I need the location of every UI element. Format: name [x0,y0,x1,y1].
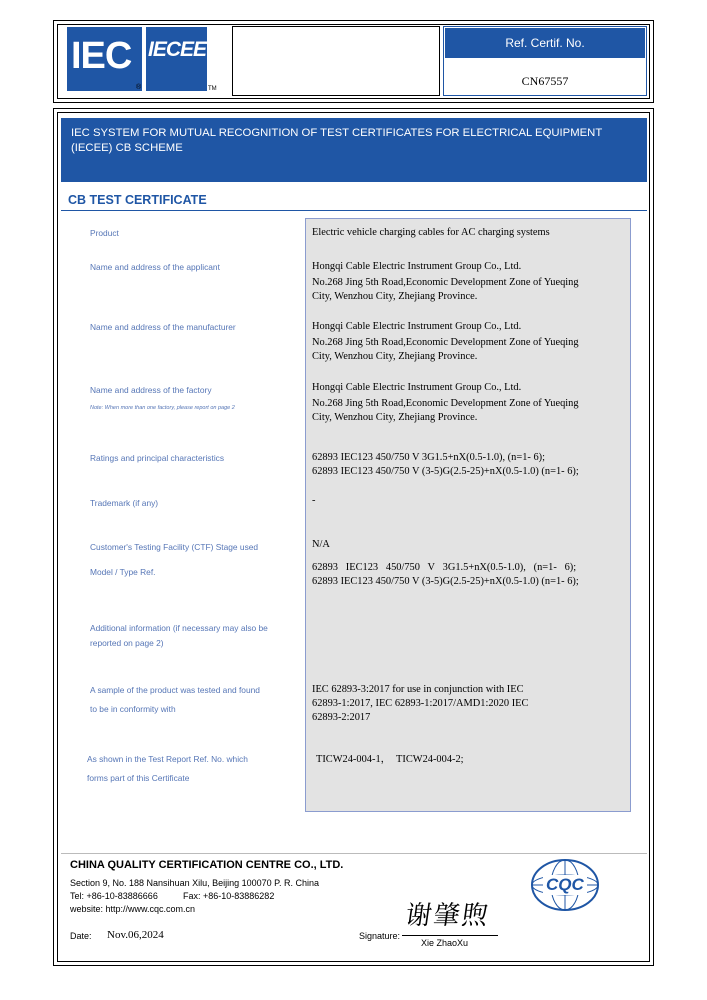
trademark-mark: TM [208,86,217,92]
registered-mark: ® [136,84,142,91]
header-blank-box [232,26,440,96]
date-label: Date: [70,931,92,941]
test-report-refs: TICW24-004-1， TICW24-004-2; [316,754,464,765]
banner-line-1: IEC SYSTEM FOR MUTUAL RECOGNITION OF TEST CERTIFICATES FOR ELECTRICAL EQUIPMENT [71,127,603,139]
manufacturer-name: Hongqi Cable Electric Instrument Group Co., Ltd. [312,321,522,332]
manufacturer-address-line-1: No.268 Jing 5th Road,Economic Development Zone of Yueqing [312,337,579,348]
applicant-address-line-2: City, Wenzhou City, Zhejiang Province. [312,291,478,302]
title-divider [61,210,647,211]
standard-line-2: 62893-1:2017, IEC 62893-1:2017/AMD1:2020 IEC [312,698,529,709]
applicant-name: Hongqi Cable Electric Instrument Group Co., Ltd. [312,261,522,272]
factory-note: Note: When more than one factory, please report on page 2 [90,405,235,411]
applicant-label: Name and address of the applicant [90,262,220,272]
ref-certificate-label: Ref. Certif. No. [445,28,645,58]
sample-label-line-2: to be in conformity with [90,704,176,714]
date-value: Nov.06,2024 [107,929,164,941]
footer-divider [61,853,647,854]
trademark-label: Trademark (if any) [90,498,159,508]
cqc-logo-text: CQC [546,875,584,894]
organization-telephone: Tel: +86-10-83886666 [70,891,158,901]
report-label-line-1: As shown in the Test Report Ref. No. which [87,754,248,764]
handwritten-signature: 谢肇煦 [403,901,492,931]
signature-line [402,935,498,936]
product-label: Product [90,228,119,238]
sample-label-line-1: A sample of the product was tested and found [90,685,260,695]
banner-line-2: (IECEE) CB SCHEME [71,142,183,154]
organization-name: CHINA QUALITY CERTIFICATION CENTRE CO., LTD. [70,859,344,871]
factory-address-line-2: City, Wenzhou City, Zhejiang Province. [312,412,478,423]
cqc-logo [530,858,600,912]
model-line-1: 62893 IEC123 450/750 V 3G1.5+nX(0.5-1.0), (n=1- 6); [312,562,577,573]
manufacturer-label: Name and address of the manufacturer [90,322,236,332]
ratings-label: Ratings and principal characteristics [90,453,225,463]
ctf-label: Customer's Testing Facility (CTF) Stage used [90,542,259,552]
organization-website: website: http://www.cqc.com.cn [70,904,196,914]
ratings-line-2: 62893 IEC123 450/750 V (3-5)G(2.5-25)+nX(0.5-1.0) (n=1- 6); [312,466,579,477]
product-value: Electric vehicle charging cables for AC charging systems [312,227,550,238]
model-line-2: 62893 IEC123 450/750 V (3-5)G(2.5-25)+nX(0.5-1.0) (n=1- 6); [312,576,579,587]
ctf-value: N/A [312,539,330,550]
model-label: Model / Type Ref. [90,567,156,577]
iecee-logo-text: IECEE [148,38,207,61]
signatory-name: Xie ZhaoXu [421,938,469,948]
iec-logo-text: IEC [71,35,132,77]
factory-address-line-1: No.268 Jing 5th Road,Economic Development Zone of Yueqing [312,398,579,409]
additional-info-label-line-1: Additional information (if necessary may also be [90,623,268,633]
additional-info-label-line-2: reported on page 2) [90,638,164,648]
factory-label: Name and address of the factory [90,385,212,395]
certificate-title: CB TEST CERTIFICATE [68,193,207,207]
organization-address: Section 9, No. 188 Nansihuan Xilu, Beijing 100070 P. R. China [70,878,319,888]
ratings-line-1: 62893 IEC123 450/750 V 3G1.5+nX(0.5-1.0), (n=1- 6); [312,452,545,463]
applicant-address-line-1: No.268 Jing 5th Road,Economic Development Zone of Yueqing [312,277,579,288]
manufacturer-address-line-2: City, Wenzhou City, Zhejiang Province. [312,351,478,362]
scheme-banner [61,118,647,182]
standard-line-1: IEC 62893-3:2017 for use in conjunction with IEC [312,684,524,695]
report-label-line-2: forms part of this Certificate [87,773,190,783]
factory-name: Hongqi Cable Electric Instrument Group Co., Ltd. [312,382,522,393]
signature-label: Signature: [359,931,401,941]
standard-line-3: 62893-2:2017 [312,712,371,723]
organization-fax: Fax: +86-10-83886282 [183,891,275,901]
trademark-value: - [312,495,316,506]
ref-certificate-number: CN67557 [521,74,569,88]
